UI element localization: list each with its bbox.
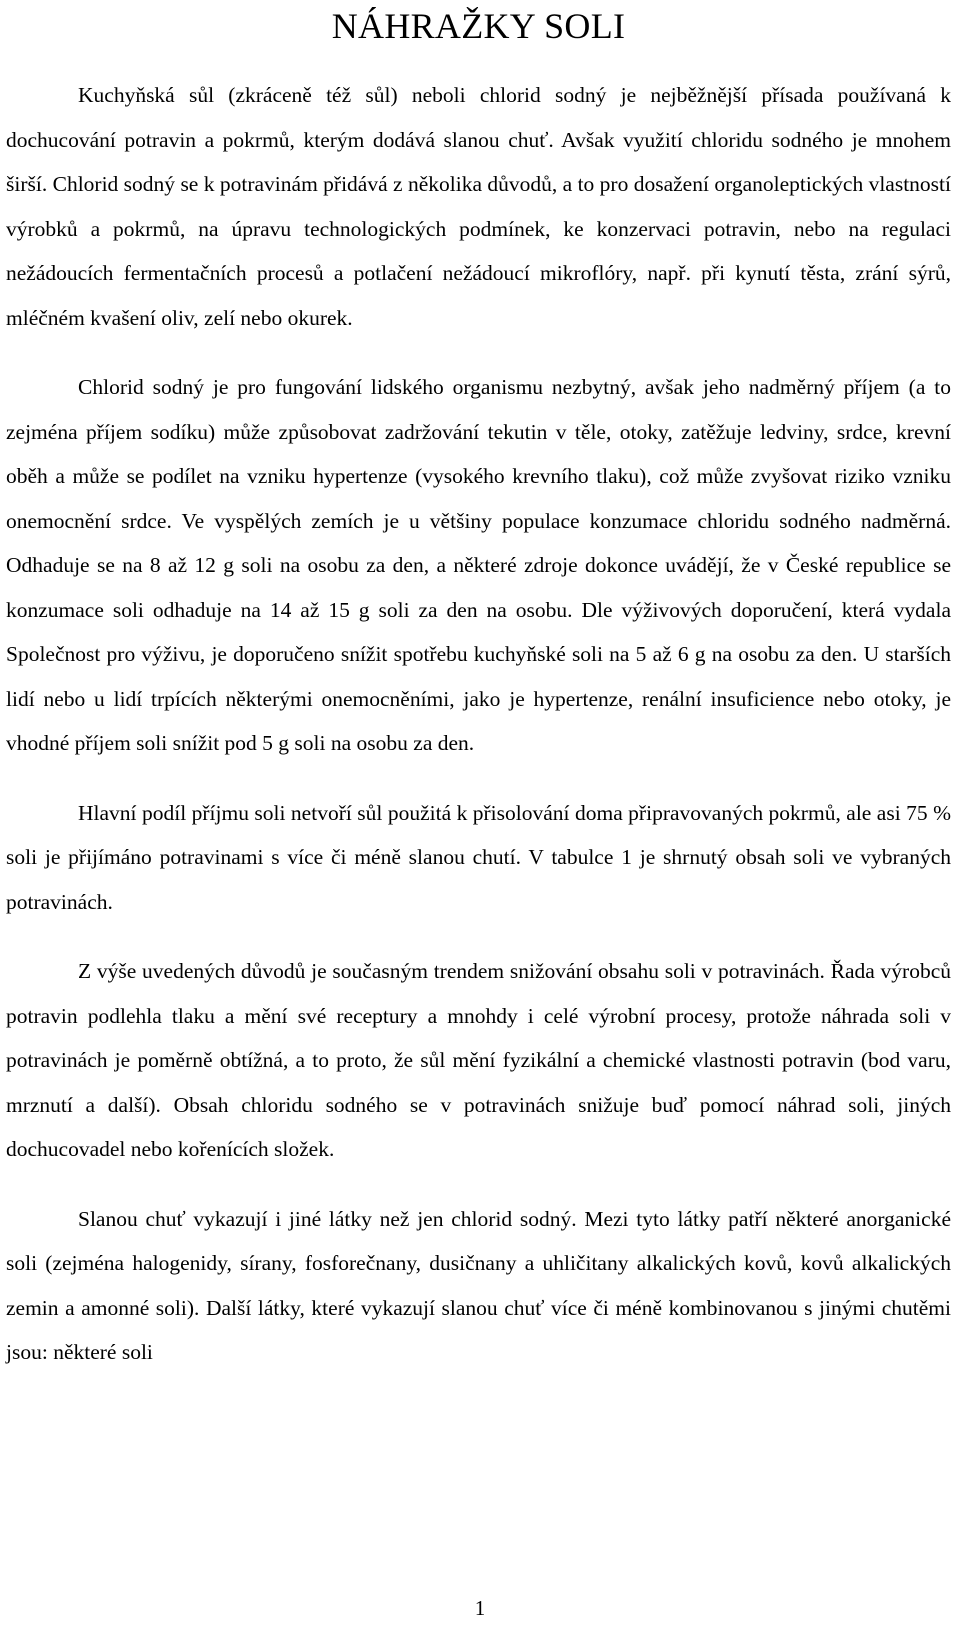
document-title: NÁHRAŽKY SOLI [331, 6, 626, 46]
paragraph-health-effects: Chlorid sodný je pro fungování lidského organismu nezbytný, avšak jeho nadměrný příjem (a to zejména příjem sodíku) může způsobovat zadržování tekutin v těle, otoky, zatěžuje ledviny, srdce, krevní oběh a může se podílet na vzniku hypertenze (vysokého krevního tlaku), což může zvyšovat riziko vzniku onemocnění srdce. Ve vyspělých zemích je u většiny populace konzumace chloridu sodného nadměrná. Odhaduje se na 8 až 12 g soli na osobu za den, a některé zdroje dokonce uvádějí, že v České republice se konzumace soli odhaduje na 14 až 15 g soli za den na osobu. Dle výživových doporučení, která vydala Společnost pro výživu, je doporučeno snížit spotřebu kuchyňské soli na 5 až 6 g na osobu za den. U starších lidí nebo u lidí trpících některými onemocněními, jako je hypertenze, renální insuficience nebo otoky, je vhodné příjem soli snížit pod 5 g soli na osobu za den. [6, 375, 951, 755]
paragraph-reduction-trend: Z výše uvedených důvodů je současným trendem snižování obsahu soli v potravinách. Řada výrobců potravin podlehla tlaku a mění své receptury a mnohdy i celé výrobní procesy, protože náhrada soli v potravinách je poměrně obtížná, a to proto, že sůl mění fyzikální a chemické vlastnosti potravin (bod varu, mrznutí a další). Obsah chloridu sodného se v potravinách snižuje buď pomocí náhrad soli, jiných dochucovadel nebo kořenících složek. [6, 959, 951, 1161]
paragraph-salt-intro: Kuchyňská sůl (zkráceně též sůl) neboli chlorid sodný je nejběžnější přísada používaná k dochucování potravin a pokrmů, kterým dodává slanou chuť. Avšak využití chloridu sodného je mnohem širší. Chlorid sodný se k potravinám přidává z několika důvodů, a to pro dosažení organoleptických vlastností výrobků a pokrmů, na úpravu technologických podmínek, ke konzervaci potravin, nebo na regulaci nežádoucích fermentačních procesů a potlačení nežádoucí mikroflóry, např. při kynutí těsta, zrání sýrů, mléčném kvašení oliv, zelí nebo okurek. [6, 83, 951, 330]
page-number: 1 [474, 1596, 486, 1620]
paragraph-salt-sources: Hlavní podíl příjmu soli netvoří sůl použitá k přisolování doma připravovaných pokrmů, ale asi 75 % soli je přijímáno potravinami s více či méně slanou chutí. V tabulce 1 je shrnutý obsah soli ve vybraných potravinách. [6, 800, 951, 914]
paragraph-salty-substances: Slanou chuť vykazují i jiné látky než jen chlorid sodný. Mezi tyto látky patří některé anorganické soli (zejména halogenidy, sírany, fosforečnany, dusičnany a uhličitany alkalických kovů, kovů alkalických zemin a amonné soli). Další látky, které vykazují slanou chuť více či méně kombinovanou s jinými chutěmi jsou: některé soli [6, 1206, 951, 1364]
